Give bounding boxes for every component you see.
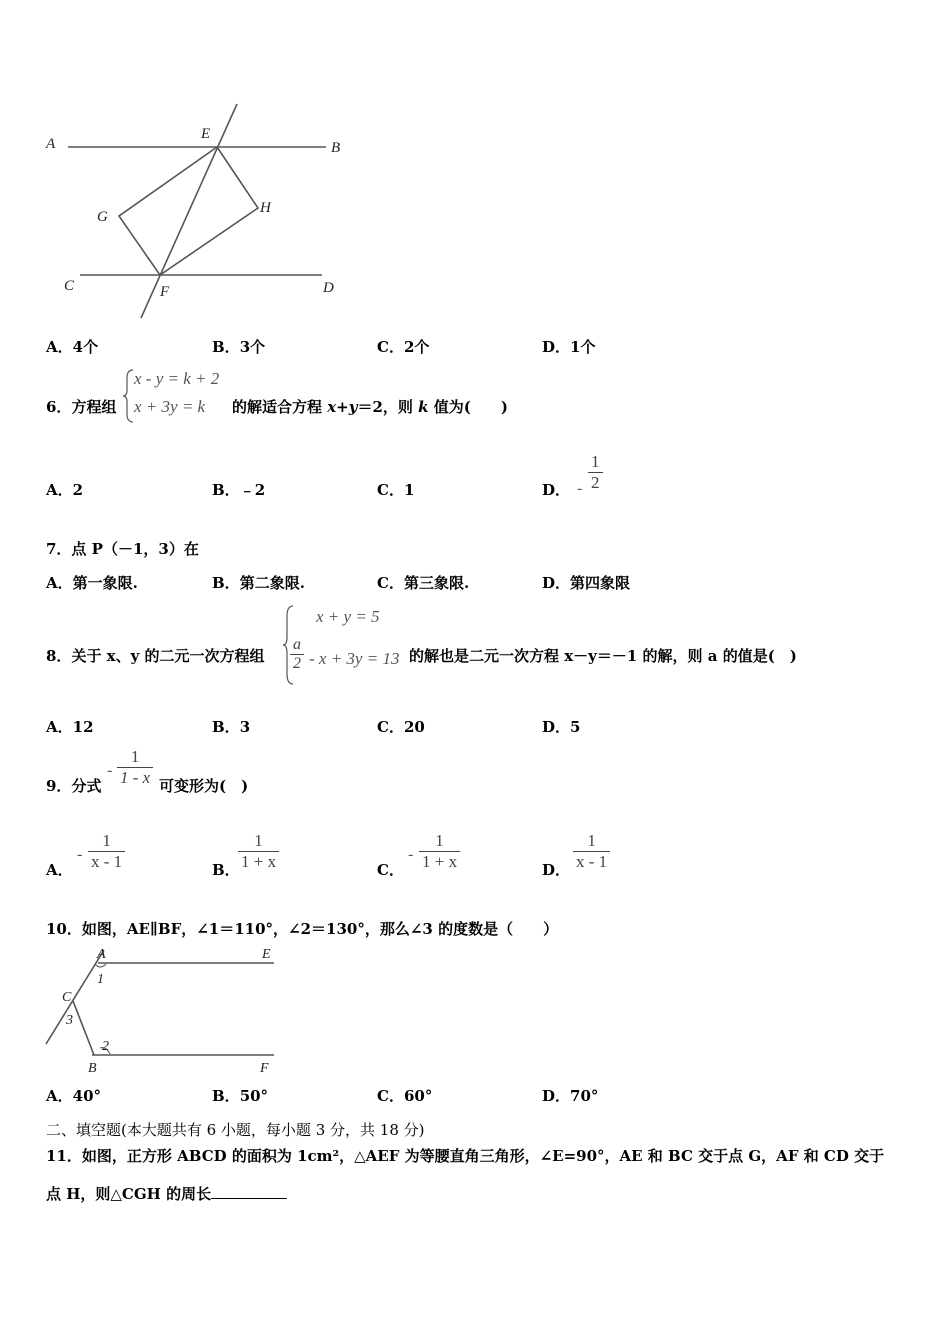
q8-option-b[interactable]: B．3	[212, 718, 251, 736]
q6-option-d[interactable]: D．	[542, 481, 571, 499]
q10-label-E: E	[262, 947, 271, 962]
q10-option-a[interactable]: A．40°	[46, 1087, 102, 1105]
q8-eq2-fraction: $\frac{a}{2}$	[290, 636, 304, 673]
q9-option-c[interactable]: C．	[377, 861, 404, 879]
q9-sign: -	[107, 762, 113, 779]
q10-stem: 10．如图，AE∥BF，∠1＝110°，∠2＝130°，那么∠3 的度数是（ ）	[46, 920, 559, 938]
label-D: D	[323, 280, 334, 296]
q6-eq1: x - y = k + 2	[134, 369, 220, 388]
q7-option-a[interactable]: A．第一象限.	[46, 574, 138, 592]
q9-option-c-sign: -	[408, 846, 414, 863]
q5-option-b[interactable]: B．3个	[212, 338, 266, 356]
q10-label-C: C	[62, 990, 72, 1005]
label-A: A	[46, 136, 56, 152]
q10-option-d[interactable]: D．70°	[542, 1087, 599, 1105]
q8-stem-post: 的解也是二元一次方程 x－y＝－1 的解，则 a 的值是( )	[409, 647, 797, 665]
label-E: E	[201, 126, 211, 142]
q5-option-a[interactable]: A．4个	[46, 338, 99, 356]
q8-option-a[interactable]: A．12	[46, 718, 94, 736]
q11-line1: 11．如图，正方形 ABCD 的面积为 1cm²，△AEF 为等腰直角三角形，∠E=90°，AE 和 BC 交于点 G，AF 和 CD 交于	[46, 1147, 885, 1165]
q10-label-3: 3	[66, 1013, 73, 1028]
q9-option-b[interactable]: B．	[212, 861, 240, 879]
q8-stem-pre: 8．关于 x、y 的二元一次方程组	[46, 647, 265, 665]
q8-eq1: x + y = 5	[316, 607, 380, 626]
q9-option-d-fraction: $\frac{1}{x - 1}$	[573, 831, 610, 872]
q7-option-b[interactable]: B．第二象限.	[212, 574, 305, 592]
q6-stem-pre: 6．方程组	[46, 398, 117, 416]
q6-option-d-sign: -	[577, 480, 583, 497]
q10-label-A: A	[97, 947, 106, 962]
q9-fraction: $\frac{1}{1 - x}$	[117, 747, 153, 788]
label-H: H	[260, 200, 271, 216]
q10-label-2: 2	[102, 1039, 109, 1054]
q10-label-F: F	[260, 1061, 269, 1076]
q6-option-b[interactable]: B．﹣2	[212, 481, 266, 499]
q7-option-d[interactable]: D．第四象限	[542, 574, 631, 592]
q11-answer-blank[interactable]	[211, 1184, 287, 1199]
q10-option-b[interactable]: B．50°	[212, 1087, 269, 1105]
q6-stem-post: 的解适合方程 x+y＝2，则 k 值为( )	[232, 398, 508, 416]
q9-stem-post: 可变形为( )	[159, 777, 249, 795]
figure-parallel-lines-efgh	[40, 100, 360, 322]
q10-option-c[interactable]: C．60°	[377, 1087, 433, 1105]
q5-option-d[interactable]: D．1个	[542, 338, 596, 356]
figure-q10-parallel-lines	[40, 944, 285, 1076]
q7-option-c[interactable]: C．第三象限.	[377, 574, 470, 592]
section-2-title: 二、填空题(本大题共有 6 小题，每小题 3 分，共 18 分)	[46, 1121, 425, 1139]
q8-option-d[interactable]: D．5	[542, 718, 581, 736]
q9-option-d[interactable]: D．	[542, 861, 571, 879]
q9-option-a[interactable]: A．	[46, 861, 73, 879]
q9-option-a-fraction: $\frac{1}{x - 1}$	[88, 831, 125, 872]
q10-label-B: B	[88, 1061, 97, 1076]
q9-option-b-fraction: $\frac{1}{1 + x}$	[238, 831, 279, 872]
q9-option-a-sign: -	[77, 846, 83, 863]
q6-option-a[interactable]: A．2	[46, 481, 84, 499]
label-F: F	[160, 284, 170, 300]
q8-eq2: - x + 3y = 13	[309, 649, 400, 668]
q6-option-c[interactable]: C．1	[377, 481, 415, 499]
q11-line2: 点 H，则△CGH 的周长	[46, 1183, 287, 1204]
q7-stem: 7．点 P（－1，3）在	[46, 540, 199, 558]
label-C: C	[64, 278, 75, 294]
q9-stem-pre: 9．分式	[46, 777, 102, 795]
label-B: B	[331, 140, 341, 156]
label-G: G	[97, 209, 108, 225]
q10-label-1: 1	[97, 972, 104, 987]
q9-option-c-fraction: $\frac{1}{1 + x}$	[419, 831, 460, 872]
q6-eq2: x + 3y = k	[134, 397, 206, 416]
q6-option-d-fraction: $\frac{1}{2}$	[588, 452, 603, 493]
q5-option-c[interactable]: C．2个	[377, 338, 430, 356]
q8-option-c[interactable]: C．20	[377, 718, 425, 736]
